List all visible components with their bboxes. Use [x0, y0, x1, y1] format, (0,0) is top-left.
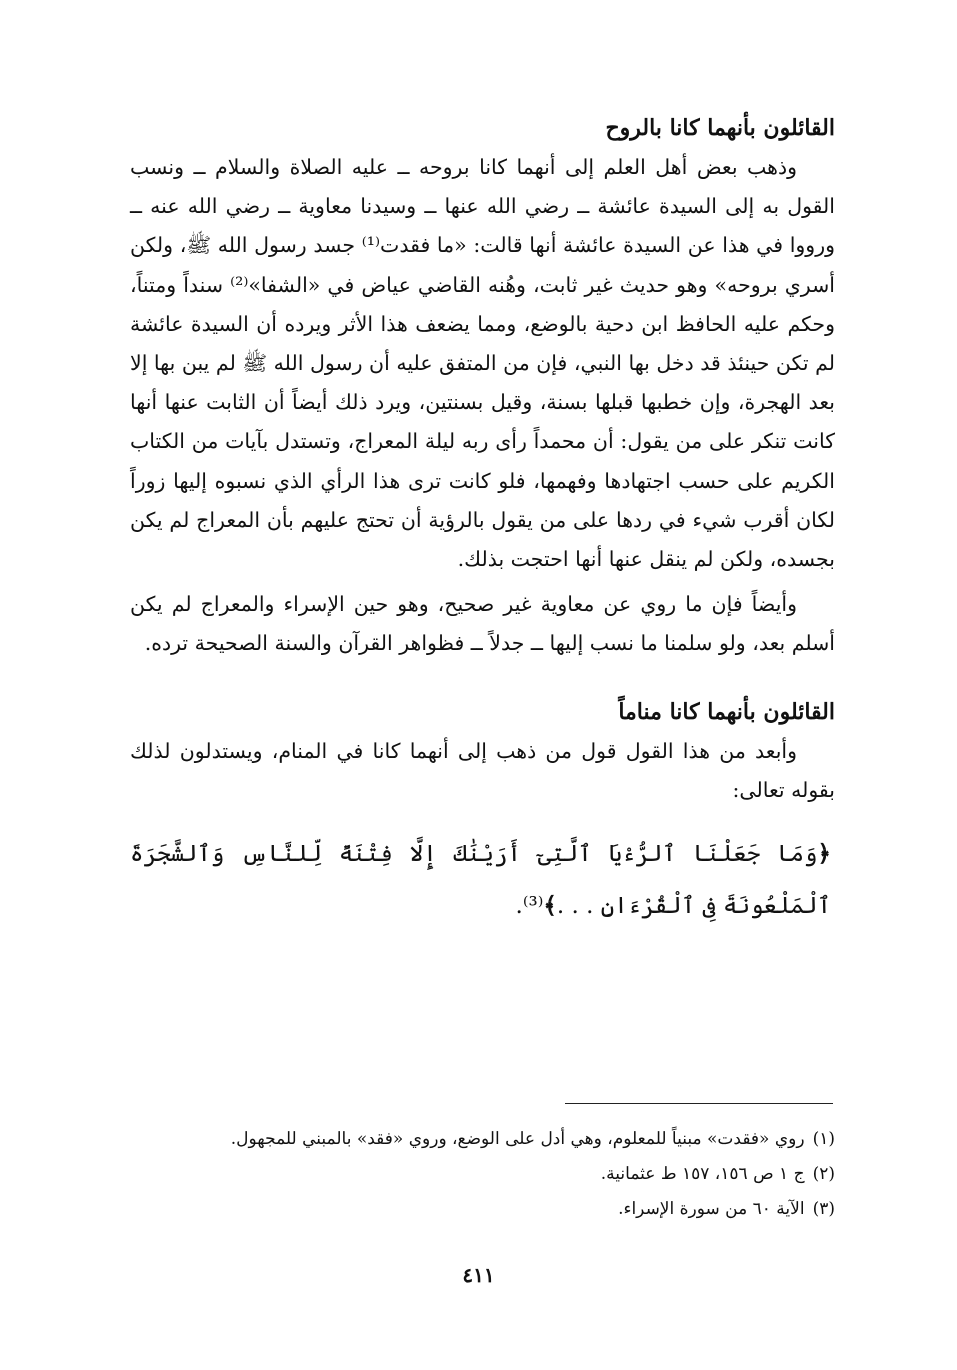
footnote-text: ج ١ ص ١٥٦، ١٥٧ ط عثمانية. [600, 1164, 805, 1184]
verse-open-bracket: ﴿ [817, 840, 831, 868]
footnote-number: (٢) [812, 1164, 835, 1184]
paragraph-text: وأبعد من هذا القول قول من ذهب إلى أنهما كانا في المنام، ويستدلون لذلك بقوله تعالى: [130, 738, 835, 802]
footnote-1 [160, 1122, 835, 1157]
section-heading-spirit: القائلون بأنهما كانا بالروح [605, 115, 835, 141]
quran-verse [130, 828, 835, 932]
paragraph-spirit-1 [130, 148, 835, 579]
section-heading-dream: القائلون بأنهما كانا مناماً [618, 698, 835, 725]
paragraph-dream-1 [130, 732, 835, 810]
footnote-3 [160, 1192, 835, 1227]
footnotes [160, 1122, 835, 1227]
page-body [130, 108, 835, 932]
page-number: ٤١١ [462, 1263, 495, 1287]
footnote-number: (٣) [812, 1199, 835, 1219]
verse-footnote-ref: ⁽³⁾. [515, 893, 544, 920]
verse-close-bracket: ﴾ [543, 892, 557, 920]
paragraph-text: وأيضاً فإن ما روي عن معاوية غير صحيح، وهو حين الإسراء والمعراج لم يكن أسلم بعد، ولو سلمنا ما نسب إليها ــ جدلاً ــ فظواهر القرآن والسنة الصحيحة ترده. [130, 592, 835, 656]
footnote-2 [160, 1157, 835, 1192]
paragraph-spirit-2 [130, 585, 835, 663]
verse-text: وَمَا جَعَلْنَا ٱلرُّءْيَا ٱلَّتِىٓ أَرَيْنَٰكَ إِلَّا فِتْنَةً لِّلنَّاسِ وَٱلشَّجَرَةَ ٱلْمَلْعُونَةَ فِى ٱلْقُرْءَانِ . . . [130, 841, 831, 920]
footnote-text: روي «فقدت» مبنياً للمعلوم، وهي أدل على الوضع، وروي «فقد» بالمبني للمجهول. [230, 1129, 805, 1149]
footnote-number: (١) [812, 1129, 835, 1149]
footnote-divider [565, 1103, 833, 1104]
footnote-text: الآية ٦٠ من سورة الإسراء. [618, 1199, 805, 1219]
paragraph-text: وذهب بعض أهل العلم إلى أنهما كانا بروحه ــ عليه الصلاة والسلام ــ ونسب القول به إلى السيدة عائشة ــ رضي الله عنها ــ وسيدنا معاوية ــ رضي الله عنه ــ ورووا في هذا عن السيدة عائشة أنها قالت: «ما فقدت⁽¹⁾ جسد رسول الله ﷺ، ولكن أسري بروحه» وهو حديث غير ثابت، وهُنه القاضي عياض في «الشفا»⁽²⁾ سنداً ومتناً، وحكم عليه الحافظ ابن دحية بالوضع، ومما يضعف هذا الأثر ويرده أن السيدة عائشة لم تكن حينئذ قد دخل بها النبي، فإن من المتفق عليه أن رسول الله ﷺ لم يبن بها إلا بعد الهجرة، وإن خطبها قبلها بسنة، وقيل بسنتين، ويرد ذلك أيضاً أن الثابت عنها أنها كانت تنكر على من يقول: أن محمداً رأى ربه ليلة المعراج، وتستدل بآيات من الكتاب الكريم على حسب اجتهادها وفهمها، فلو كانت ترى هذا الرأي الذي نسبوه إليها زوراً لكان أقرب شيء في ردها على من يقول بالرؤية أن تحتج عليهم بأن المعراج لم يكن بجسده، ولكن لم ينقل عنها أنها احتجت بذلك. [130, 155, 835, 572]
